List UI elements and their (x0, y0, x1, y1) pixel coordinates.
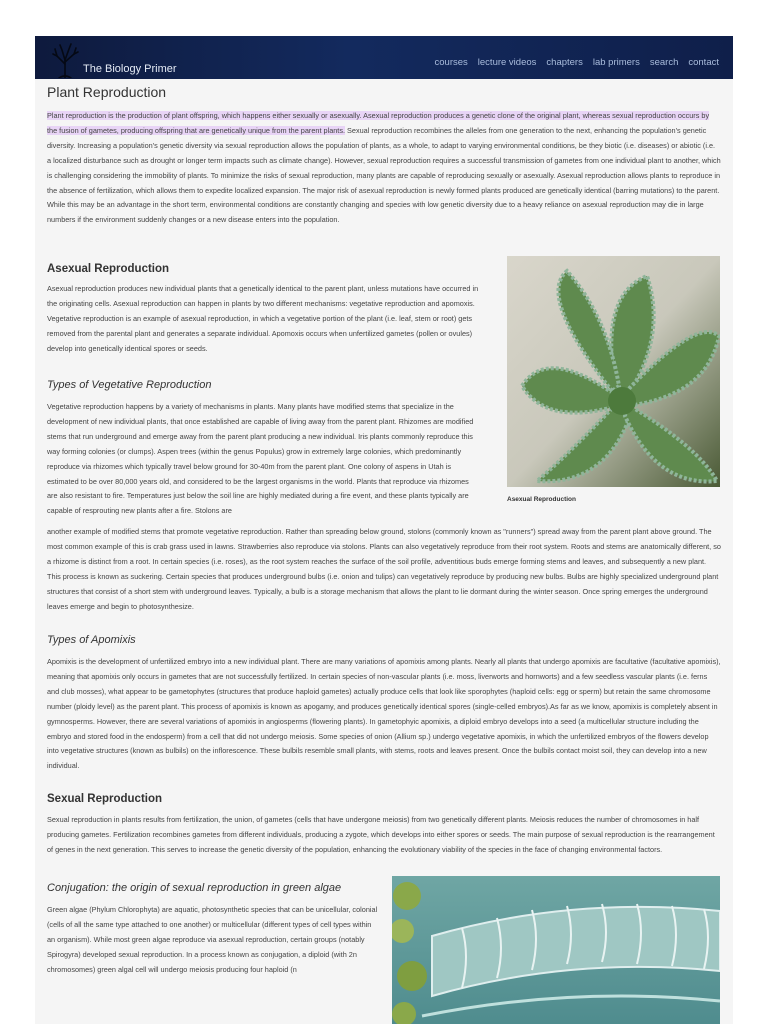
apomixis-paragraph: Apomixis is the development of unfertilized embryo into a new individual plant. There are many variations of apomixis among plants. Nearly all plants that undergo apomixis are facultative (facultative apomixis), meaning that apomixis only occurs in gametes that are not successfully fertilized. In certain species of non-vascular plants (i.e. moss, liverworts and hornworts) and a few seedless vascular plants (i.e. ferns and club mosses), what appear to be gametophytes (structures that produce haploid gametes) actually produce cells that look like sporophytes (haploid cells: egg or sperm) but retain the same chromosome number (ploidy level) as the parent plant. This process of apomixis is known as apogamy, and produces genetically identical spores (single-celled embryos).As far as we know, apomixis is completely absent in gymnosperms. However, there are several variations of apomixis in angiosperms (flowering plants). In gametophyic apomixis, a diploid embryo develops into a seed (a multicellular structure including the embryo and stored food in the endosperm) from a cell that did not undergo meiosis. Some species of onion (Allium sp.) undergo vegetative apomixis, in which the unfertilized embryos of the flowers develop into vegetative structures (known as bulbils) on the inflorescence. These bulbils resemble small plants, with stems, roots and leaves present. Once the bulbils contact moist soil, they can develop into a new individual. (47, 657, 721, 771)
asexual-heading: Asexual Reproduction (47, 263, 170, 275)
conjugation-heading: Conjugation: the origin of sexual reproduction in green algae (47, 882, 342, 894)
green-algae-photo (392, 876, 720, 1024)
tree-logo-icon (47, 40, 83, 78)
main-nav (435, 57, 719, 68)
conjugation-paragraph: Green algae (Phylum Chlorophyta) are aquatic, photosynthetic species that can be unicellular, colonial (cells of all the same type attached to one another) or multicellular (different types of cell types within an organism). While most green algae reproduce via asexual reproduction, certain groups (notably Spirogyra) developed sexual reproduction. In a process known as conjugation, a diploid (with 2n chromosomes) green algal cell will undergo meiosis producing four haploid (n (47, 905, 378, 974)
nav-lab-primers[interactable]: lab primers (592, 57, 640, 68)
intro-paragraph (47, 109, 721, 228)
asexual-paragraph: Asexual reproduction produces new individual plants that a genetically identical to the parent plant, unless mutations have occurred in the originating cells. Asexual reproduction can happen in plants by two different mechanisms: vegetative reproduction and apomoxis. Vegetative reproduction is an example of asexual reproduction, in which a vegetative portion of the plant (i.e. leaf, stem or root) gets removed from the parental plant and generates a separate individual. Apomoxis occurs when unfertilized gametes (pollen or ovules) develop into genetically identical spores or seeds. (47, 284, 479, 353)
nav-courses[interactable]: courses (434, 57, 468, 68)
sexual-paragraph: Sexual reproduction in plants results from fertilization, the union, of gametes (cells that have undergone meiosis) from two genetically different plants. Meiosis reduces the number of chromosomes in half producing gametes. Fertilization recombines gametes from different individuals, producing a zygote, which develops into either spores or seeds. The main purpose of sexual reproduction is the rearrangement of genes in the next generation. This serves to increase the genetic diversity of the population, enhancing the evolutionary viability of the species in the face of changing environmental factors. (47, 815, 715, 854)
asexual-photo-caption: Asexual Reproduction (507, 496, 576, 503)
vegetative-heading: Types of Vegetative Reproduction (47, 379, 212, 391)
vegetative-paragraph-1: Vegetative reproduction happens by a variety of mechanisms in plants. Many plants have modified stems that specialize in the development of new individual plants, that once established are capable of living away from the parent plant. Rhizomes are modified stems that run underground and emerge away from the parent plant producing a new individual. Iris plants commonly reproduce this way forming colonies (or clumps). Aspen trees (within the genus Populus) grow in extremely large colonies, which predominantly reproduce via rhizomes which typically travel below ground for 30-40m from the parent plant. One colony of aspens in Utah is estimated to be over 80,000 years old, and considered to be the largest organisms in the world. Plants that reproduce via rhizomes are also resistant to fire. Temperatures just below the soil line are highly mediated during a fire event, and these plants typically are capable of resprouting new plants after a fire. Stolons are (47, 402, 474, 516)
vegetative-paragraph-2: another example of modified stems that promote vegetative reproduction. Rather than spreading below ground, stolons (commonly known as "runners") spread away from the parent plant above ground. The most common example of this is crab grass used in lawns. Strawberries also reproduce via stolons. Plants can also vegetatively reproduce from their root system. Roots and stems are anatomically different, so a rhizome is distinct from a root. In certain species (i.e. roses), as the root system reaches the surface of the soil profile, adventitious buds emerge forming stems and leaves, and subsequently a new plant. This process is known as suckering. Certain species that produces underground bulbs (i.e. onion and tulips) can vegetatively reproduce by producing new bulbs. Bulbs are highly specialized underground plant structures that consist of a short stem with underground leaves. Typically, a bulb is a storage mechanism that allows the plant to lie dormant during the winter season. Once spring emerges the underground leaves emerge and begin to photosynthesize. (47, 527, 721, 611)
page-title: Plant Reproduction (47, 84, 167, 100)
apomixis-heading: Types of Apomixis (47, 634, 136, 646)
asexual-reproduction-photo (507, 256, 720, 487)
site-title[interactable]: The Biology Primer (83, 63, 177, 75)
site-header (35, 36, 733, 79)
page-container (35, 36, 733, 1024)
nav-contact[interactable]: contact (688, 57, 719, 68)
intro-text: Sexual reproduction recombines the alleles from one generation to the next, enhancing the population's genetic diversity. Increasing a population's genetic diversity via sexual reproduction allows the population of plants, as a whole, to adapt to varying environmental conditions, be they biotic (i.e. diseases) or abiotic (i.e. a localized disturbance such as drought or longer term impacts such as climate change). However, sexual reproduction requires a successful transmission of gametes from one individual plant to another, which is challenging considering the immobility of plants. To minimize the risks of sexual reproduction, many plants are capable of reproducing sexually or asexually. Asexual reproduction allows plants to reproduce in the absence of fertilization, which allows them to expedite localized expansion. The major risk of asexual reproduction is newly formed plants produced are genetically identical (barring mutations) to the parent. While this may be an advantage in the short term, environmental conditions are constantly changing and species with low genetic diversity due to a heavy reliance on asexual reproduction may die in large numbers if the environment suddenly changes or a new disease enters into the population. (47, 125, 721, 225)
nav-search[interactable]: search (649, 57, 679, 68)
nav-chapters[interactable]: chapters (546, 57, 583, 68)
sexual-heading: Sexual Reproduction (47, 793, 163, 805)
intro-highlight: Plant reproduction is the production of plant offspring, which happens either sexually or asexually. Asexual reproduction produces a genetic clone of the original plant, whereas sexual reproduction occurs by the fusion of gametes, producing offspring that are genetically unique from the parent plants. (47, 111, 710, 135)
nav-lecture-videos[interactable]: lecture videos (477, 57, 537, 68)
